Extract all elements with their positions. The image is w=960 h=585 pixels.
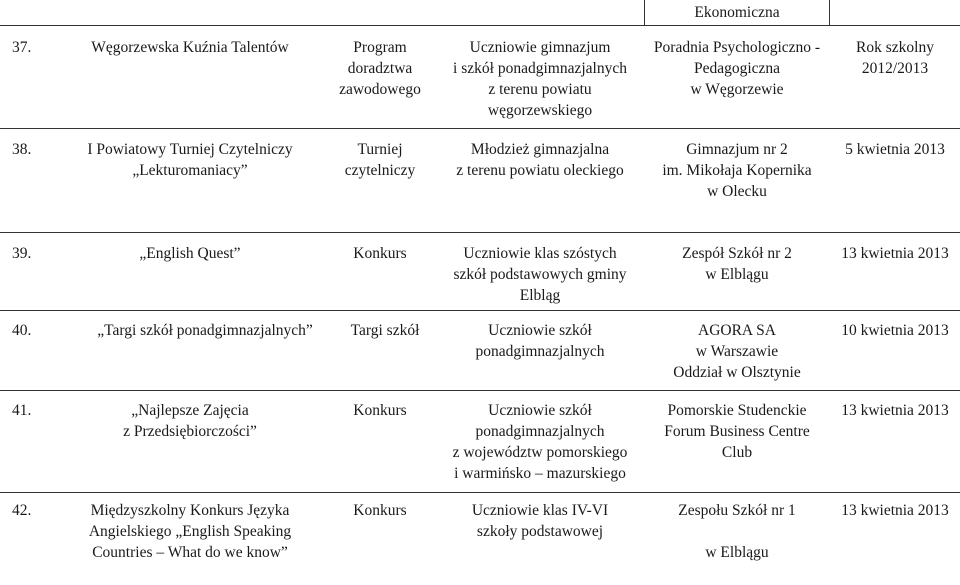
event-date: Rok szkolny 2012/2013 (856, 39, 934, 77)
event-name: „Najlepsze Zajęcia z Przedsiębiorczości” (123, 402, 257, 440)
event-type: Konkurs (353, 245, 407, 262)
event-organizer: AGORA SA w Warszawie Oddział w Olsztynie (673, 322, 801, 381)
event-organizer: Zespołu Szkół nr 1 w Elblągu (678, 502, 796, 561)
event-organizer: Pomorskie Studenckie Forum Business Centre Club (664, 402, 810, 461)
event-audience: Uczniowie szkół ponadgimnazjalnych (475, 322, 605, 360)
event-audience: Uczniowie szkół ponadgimnazjalnych z województw pomorskiego i warmińsko – mazurskiego (452, 402, 628, 482)
column-divider (829, 0, 830, 26)
event-organizer: Poradnia Psychologiczno - Pedagogiczna w Węgorzewie (653, 39, 821, 98)
event-date: 10 kwietnia 2013 (841, 322, 949, 339)
event-organizer: Zespół Szkół nr 2 w Elblągu (682, 245, 792, 283)
row-divider (0, 25, 960, 26)
event-type: Turniej czytelniczy (344, 141, 416, 179)
event-name: „Targi szkół ponadgimnazjalnych” (97, 322, 313, 339)
row-number: 39. (12, 245, 32, 262)
top-fragment-text: Ekonomiczna (694, 4, 780, 21)
event-type: Program doradztwa zawodowego (339, 39, 421, 98)
row-number: 41. (12, 402, 32, 419)
event-date: 13 kwietnia 2013 (841, 502, 949, 519)
event-type: Konkurs (353, 502, 407, 519)
row-divider (0, 128, 960, 129)
event-type: Targi szkół (350, 322, 420, 339)
row-number: 37. (12, 39, 32, 56)
event-date: 13 kwietnia 2013 (841, 245, 949, 262)
event-name: I Powiatowy Turniej Czytelniczy „Lekturomaniacy” (87, 141, 293, 179)
event-name: Międzyszkolny Konkurs Języka Angielskiego „English Speaking Countries – What do we know” (88, 502, 292, 561)
row-number: 38. (12, 141, 32, 158)
event-date: 13 kwietnia 2013 (841, 402, 949, 419)
event-name: Węgorzewska Kuźnia Talentów (91, 39, 289, 56)
event-audience: Uczniowie klas szóstych szkół podstawowych gminy Elbląg (453, 245, 627, 304)
row-number: 42. (12, 502, 32, 519)
event-date: 5 kwietnia 2013 (845, 141, 945, 158)
event-audience: Uczniowie gimnazjum i szkół ponadgimnazjalnych z terenu powiatu węgorzewskiego (453, 39, 627, 119)
event-type: Konkurs (353, 402, 407, 419)
event-audience: Uczniowie klas IV-VI szkoły podstawowej (471, 502, 609, 540)
event-name: „English Quest” (139, 245, 241, 262)
row-divider (0, 390, 960, 391)
row-divider (0, 232, 960, 233)
event-organizer: Gimnazjum nr 2 im. Mikołaja Kopernika w Olecku (662, 141, 812, 200)
row-divider (0, 492, 960, 493)
row-number: 40. (12, 322, 32, 339)
event-audience: Młodzież gimnazjalna z terenu powiatu oleckiego (456, 141, 624, 179)
row-divider (0, 310, 960, 311)
